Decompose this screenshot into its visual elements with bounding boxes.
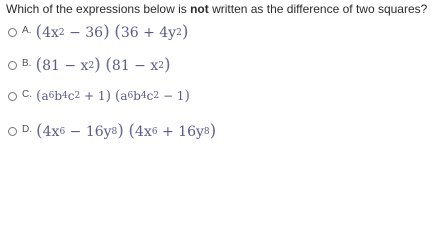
option-letter-c: C. xyxy=(22,88,32,100)
radio-button-b[interactable] xyxy=(8,61,17,70)
option-letter-a: A. xyxy=(22,24,32,36)
option-letter-d: D. xyxy=(22,123,32,135)
option-expression-c: ( a $^6$ b $^4$ c $^2$ + 1 ) ( a $^6$ b $^4$ c $^2$ − 1 ) xyxy=(36,88,190,104)
option-d[interactable] xyxy=(8,121,216,141)
radio-button-a[interactable] xyxy=(8,28,17,37)
radio-button-d[interactable] xyxy=(8,127,17,136)
option-expression-b: ( 81 − x $^2$ ) ( 81 − x $^2$ ) xyxy=(35,55,171,75)
option-expression-d: ( 4x $^6$ − 16y $^8$ ) ( 4x $^6$ + 16y $^8$ ) xyxy=(36,121,217,141)
radio-button-c[interactable] xyxy=(8,92,17,101)
question-suffix: written as the difference of two squares? xyxy=(208,2,428,16)
option-b[interactable] xyxy=(8,55,171,75)
question-prefix: Which of the expressions below is xyxy=(6,2,191,16)
question-text xyxy=(6,2,427,16)
option-c[interactable] xyxy=(8,88,190,104)
option-letter-b: B. xyxy=(22,57,32,69)
question-emphasis: not xyxy=(190,2,209,16)
option-expression-a: ( 4x $^2$ − 36 ) ( 36 + 4y $^2$ ) xyxy=(35,22,189,42)
option-a[interactable] xyxy=(8,22,188,42)
